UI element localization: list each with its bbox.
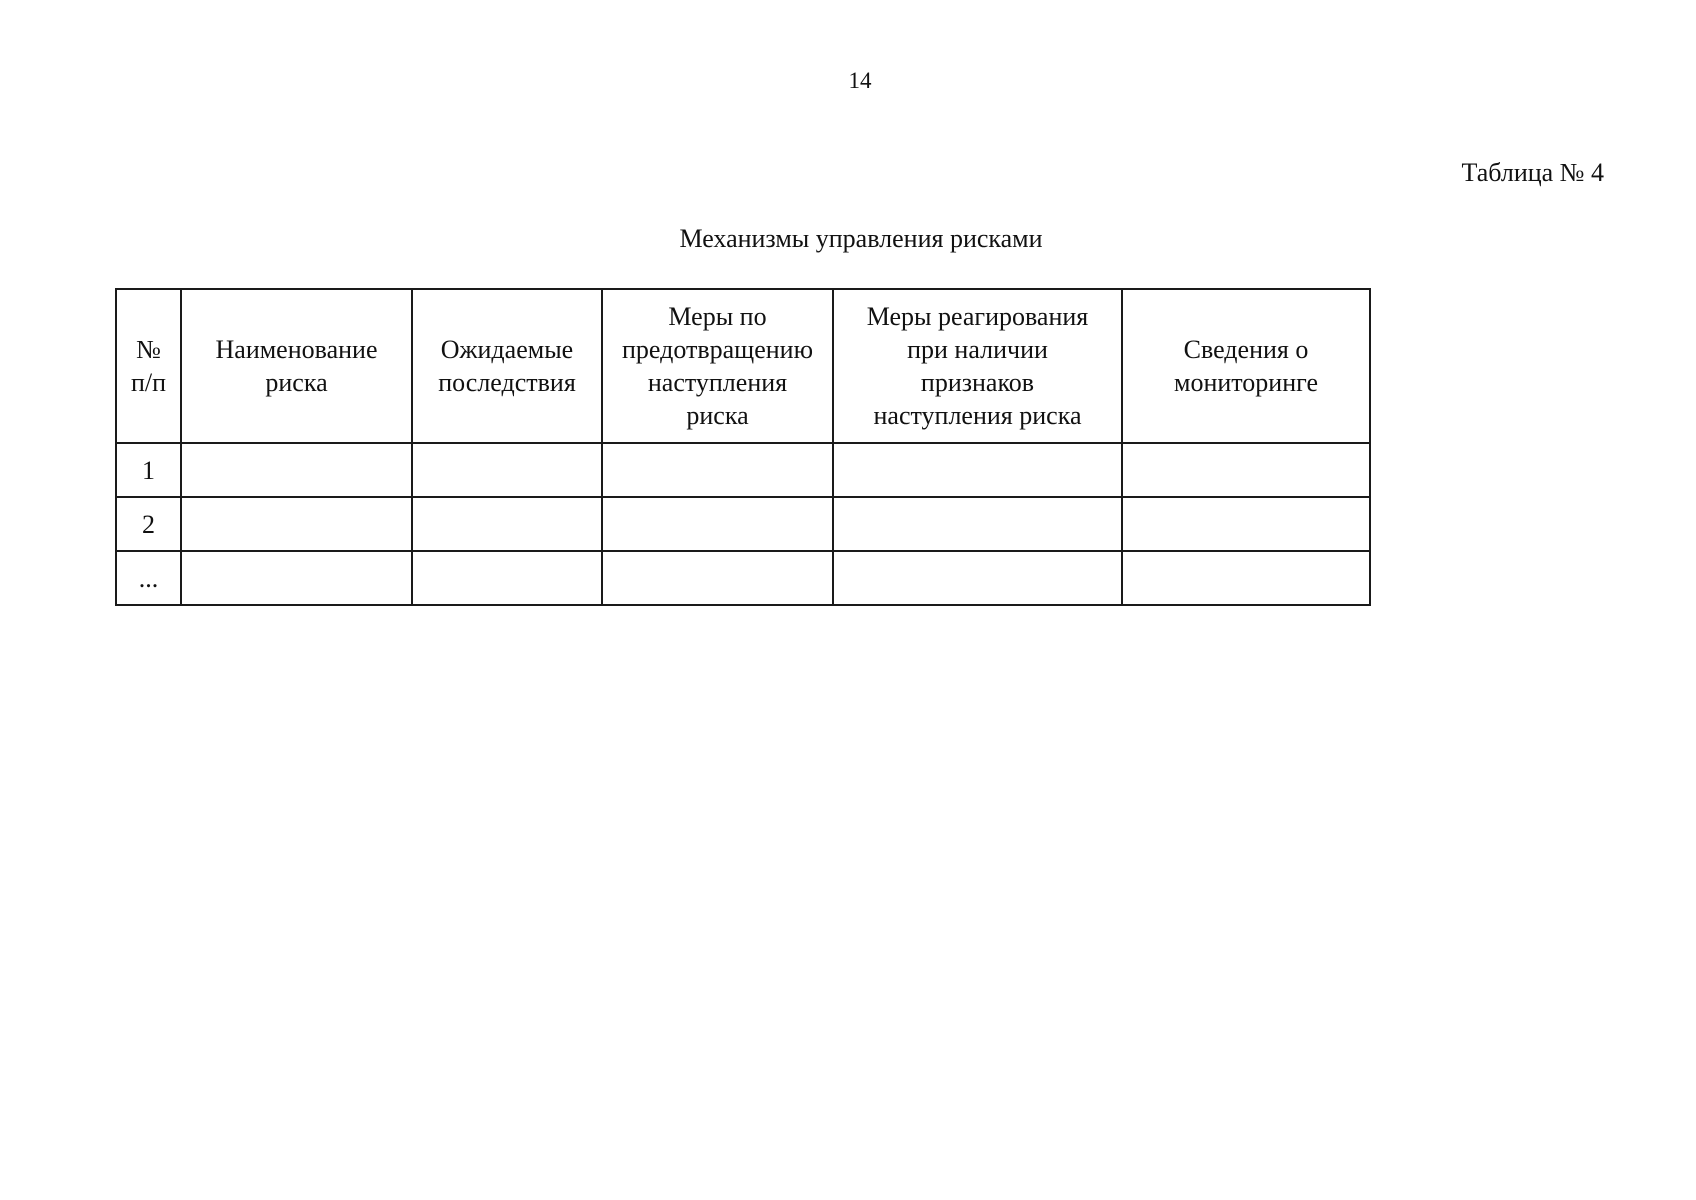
header-cell-response-measures <box>833 289 1122 443</box>
risk-management-table <box>115 288 1371 606</box>
header-text-line: Наименование <box>215 335 378 364</box>
header-text-line: п/п <box>130 368 167 397</box>
header-text-line: наступления <box>647 368 788 397</box>
table-cell <box>602 551 833 605</box>
table-cell <box>1122 551 1370 605</box>
table-cell <box>181 443 412 497</box>
table-cell <box>412 443 602 497</box>
header-text-line: наступления риска <box>873 401 1082 430</box>
table-row <box>116 497 1370 551</box>
table-cell <box>833 551 1122 605</box>
table-cell <box>833 443 1122 497</box>
header-text-line: при наличии <box>907 335 1048 364</box>
table-cell <box>602 443 833 497</box>
table-row <box>116 551 1370 605</box>
page-number: 14 <box>848 68 872 93</box>
table-cell: 2 <box>116 497 181 551</box>
header-text-line: риска <box>686 401 749 430</box>
header-text-line: № <box>136 335 161 364</box>
header-text-line: мониторинге <box>1174 368 1318 397</box>
header-text-line: Ожидаемые <box>440 335 574 364</box>
table-cell <box>1122 443 1370 497</box>
header-cell-risk-name <box>181 289 412 443</box>
table-cell: ... <box>116 551 181 605</box>
header-row <box>116 289 1370 443</box>
header-text-line: риска <box>265 368 328 397</box>
header-text-line: последствия <box>438 368 576 397</box>
table-cell <box>833 497 1122 551</box>
header-text-line: Сведения о <box>1183 335 1309 364</box>
table-cell <box>181 497 412 551</box>
table-cell <box>602 497 833 551</box>
header-text-line: Меры реагирования <box>866 302 1089 331</box>
header-cell-prevention-measures <box>602 289 833 443</box>
header-cell-expected-consequences <box>412 289 602 443</box>
header-text-line: признаков <box>920 368 1035 397</box>
table-cell: 1 <box>116 443 181 497</box>
table-cell <box>1122 497 1370 551</box>
header-text-line: Меры по <box>668 302 767 331</box>
table-row <box>116 443 1370 497</box>
table-number-label: Таблица № 4 <box>1461 158 1604 187</box>
header-cell-monitoring-info <box>1122 289 1370 443</box>
table-cell <box>412 497 602 551</box>
table-cell <box>181 551 412 605</box>
table-cell <box>412 551 602 605</box>
header-text-line: предотвращению <box>622 335 813 364</box>
header-cell-number <box>116 289 181 443</box>
table-title: Механизмы управления рисками <box>679 224 1043 253</box>
